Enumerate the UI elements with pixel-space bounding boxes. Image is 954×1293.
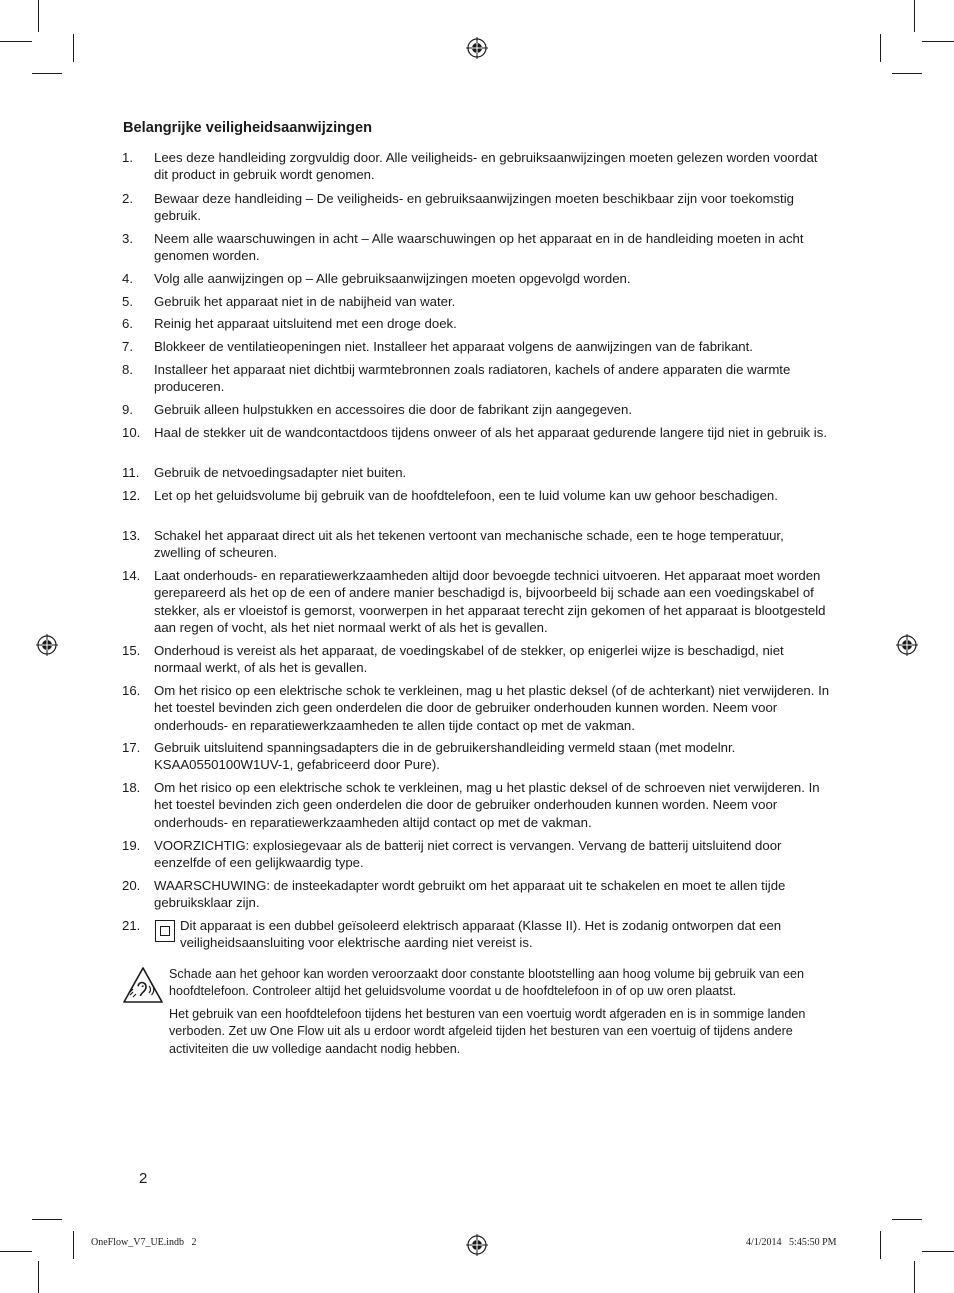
item-number: 19. bbox=[122, 838, 141, 853]
item-text: Neem alle waarschuwingen in acht – Alle waarschuwingen op het apparaat en in de handleiding moeten in acht genomen worden. bbox=[154, 231, 804, 264]
item-number: 13. bbox=[122, 528, 141, 543]
driving-warning-text: Het gebruik van een hoofdtelefoon tijdens het besturen van een voertuig wordt afgeraden en is in sommige landen verboden. Zet uw One Flow uit als u erdoor wordt afgeleid tijden het besturen van een voertuig of tijdens andere activiteiten die uw volledige aandacht nodig hebben. bbox=[169, 1007, 806, 1056]
item-text: Blokkeer de ventilatieopeningen niet. Installeer het apparaat volgens de aanwijzingen van de fabrikant. bbox=[154, 339, 753, 354]
slug-timestamp: 4/1/2014 5:45:50 PM bbox=[746, 1237, 837, 1248]
item-text: Gebruik alleen hulpstukken en accessoires die door de fabrikant zijn aangegeven. bbox=[154, 402, 632, 417]
item-number: 11. bbox=[122, 465, 140, 480]
item-number: 20. bbox=[122, 878, 141, 893]
item-text: Schakel het apparaat direct uit als het tekenen vertoont van mechanische schade, een te hoge temperatuur, zwelling of scheuren. bbox=[154, 528, 784, 561]
crop-mark bbox=[38, 0, 39, 32]
registration-mark-icon bbox=[466, 37, 488, 59]
crop-mark bbox=[914, 1261, 915, 1293]
item-text: Dit apparaat is een dubbel geïsoleerd elektrisch apparaat (Klasse II). Het is zodanig ontworpen dat een veiligheidsaansluiting voor elektrische aarding niet vereist is. bbox=[180, 918, 782, 951]
crop-mark bbox=[32, 73, 62, 74]
item-text: Bewaar deze handleiding – De veiligheids- en gebruiksaanwijzingen moeten beschikbaar zijn voor toekomstig gebruik. bbox=[154, 191, 794, 224]
item-number: 6. bbox=[122, 316, 133, 331]
crop-mark bbox=[73, 34, 74, 62]
item-number: 2. bbox=[122, 191, 133, 206]
crop-mark bbox=[0, 1251, 32, 1252]
hearing-warning-icon bbox=[122, 966, 164, 1004]
item-number: 3. bbox=[122, 231, 133, 246]
page-number: 2 bbox=[139, 1170, 148, 1187]
slug-file-name: OneFlow_V7_UE.indb 2 bbox=[91, 1237, 197, 1248]
crop-mark bbox=[32, 1219, 62, 1220]
item-number: 10. bbox=[122, 425, 141, 440]
crop-mark bbox=[880, 34, 881, 62]
registration-mark-icon bbox=[896, 634, 918, 656]
item-text: Onderhoud is vereist als het apparaat, de voedingskabel of de stekker, op enigerlei wijze is beschadigd, niet normaal werkt, of als het is gevallen. bbox=[154, 643, 784, 676]
item-text: Reinig het apparaat uitsluitend met een droge doek. bbox=[154, 316, 457, 331]
crop-mark bbox=[38, 1261, 39, 1293]
crop-mark bbox=[892, 73, 922, 74]
class-ii-double-insulation-icon bbox=[155, 920, 175, 942]
item-text: WAARSCHUWING: de insteekadapter wordt gebruikt om het apparaat uit te schakelen en moet te allen tijde gebruiksklaar zijn. bbox=[154, 878, 786, 911]
item-text: Installeer het apparaat niet dichtbij warmtebronnen zoals radiatoren, kachels of andere apparaten die warmte produceren. bbox=[154, 362, 791, 395]
item-text: Volg alle aanwijzingen op – Alle gebruiksaanwijzingen moeten opgevolgd worden. bbox=[154, 271, 631, 286]
item-text: Gebruik het apparaat niet in de nabijheid van water. bbox=[154, 294, 456, 309]
item-text: Laat onderhouds- en reparatiewerkzaamheden altijd door bevoegde technici uitvoeren. Het apparaat moet worden gerepareerd als het op de een of andere manier beschadigd is, bijvoorbeeld bij schade aan een voedingskabel of stekker, als er vloeistof is gemorst, voorwerpen in het apparaat terecht zijn gekomen of het apparaat is blootgesteld aan regen of vocht, als het niet normaal werkt of als het is gevallen. bbox=[154, 568, 826, 636]
section-heading: Belangrijke veiligheidsaanwijzingen bbox=[123, 120, 372, 136]
item-number: 21. bbox=[122, 918, 141, 933]
item-number: 18. bbox=[122, 780, 141, 795]
item-text: Haal de stekker uit de wandcontactdoos tijdens onweer of als het apparaat gedurende langere tijd niet in gebruik is. bbox=[154, 425, 827, 440]
hearing-warning-text: Schade aan het gehoor kan worden veroorzaakt door constante blootstelling aan hoog volume bij gebruik van een hoofdtelefoon. Controleer altijd het geluidsvolume voordat u de hoofdtelefoon in of op uw oren plaatst. bbox=[169, 967, 805, 999]
item-number: 4. bbox=[122, 271, 133, 286]
crop-mark bbox=[880, 1231, 881, 1259]
crop-mark bbox=[892, 1219, 922, 1220]
item-text: VOORZICHTIG: explosiegevaar als de batterij niet correct is vervangen. Vervang de batterij uitsluitend door eenzelfde of een gelijkwaardig type. bbox=[154, 838, 782, 871]
crop-mark bbox=[73, 1231, 74, 1259]
item-number: 17. bbox=[122, 740, 141, 755]
item-number: 14. bbox=[122, 568, 141, 583]
item-number: 1. bbox=[122, 150, 133, 165]
item-text: Gebruik de netvoedingsadapter niet buiten. bbox=[154, 465, 407, 480]
crop-mark bbox=[922, 1251, 954, 1252]
item-text: Let op het geluidsvolume bij gebruik van de hoofdtelefoon, een te luid volume kan uw gehoor beschadigen. bbox=[154, 488, 778, 503]
item-number: 12. bbox=[122, 488, 141, 503]
item-number: 5. bbox=[122, 294, 133, 309]
item-number: 9. bbox=[122, 402, 133, 417]
item-text: Gebruik uitsluitend spanningsadapters die in de gebruikershandleiding vermeld staan (met modelnr. KSAA0550100W1UV-1, gefabriceerd door Pure). bbox=[154, 740, 736, 773]
item-text: Om het risico op een elektrische schok te verkleinen, mag u het plastic deksel (of de achterkant) niet verwijderen. In het toestel bevinden zich geen onderdelen die door de gebruiker onderhouden kunnen worden. Neem voor onderhouds- en reparatiewerkzaamheden te allen tijde contact op met de vakman. bbox=[154, 683, 830, 733]
item-text: Lees deze handleiding zorgvuldig door. Alle veiligheids- en gebruiksaanwijzingen moeten gelezen worden voordat dit product in gebruik wordt genomen. bbox=[154, 150, 818, 183]
registration-mark-icon bbox=[466, 1234, 488, 1256]
item-number: 15. bbox=[122, 643, 141, 658]
crop-mark bbox=[0, 41, 32, 42]
crop-mark bbox=[922, 41, 954, 42]
crop-mark bbox=[914, 0, 915, 32]
item-number: 16. bbox=[122, 683, 141, 698]
registration-mark-icon bbox=[36, 634, 58, 656]
item-text: Om het risico op een elektrische schok te verkleinen, mag u het plastic deksel of de schroeven niet verwijderen. In het toestel bevinden zich geen onderdelen die door de gebruiker onderhouden kunnen worden. Neem voor onderhouds- en reparatiewerkzaamheden altijd contact op met de vakman. bbox=[154, 780, 820, 830]
item-number: 8. bbox=[122, 362, 133, 377]
item-number: 7. bbox=[122, 339, 133, 354]
